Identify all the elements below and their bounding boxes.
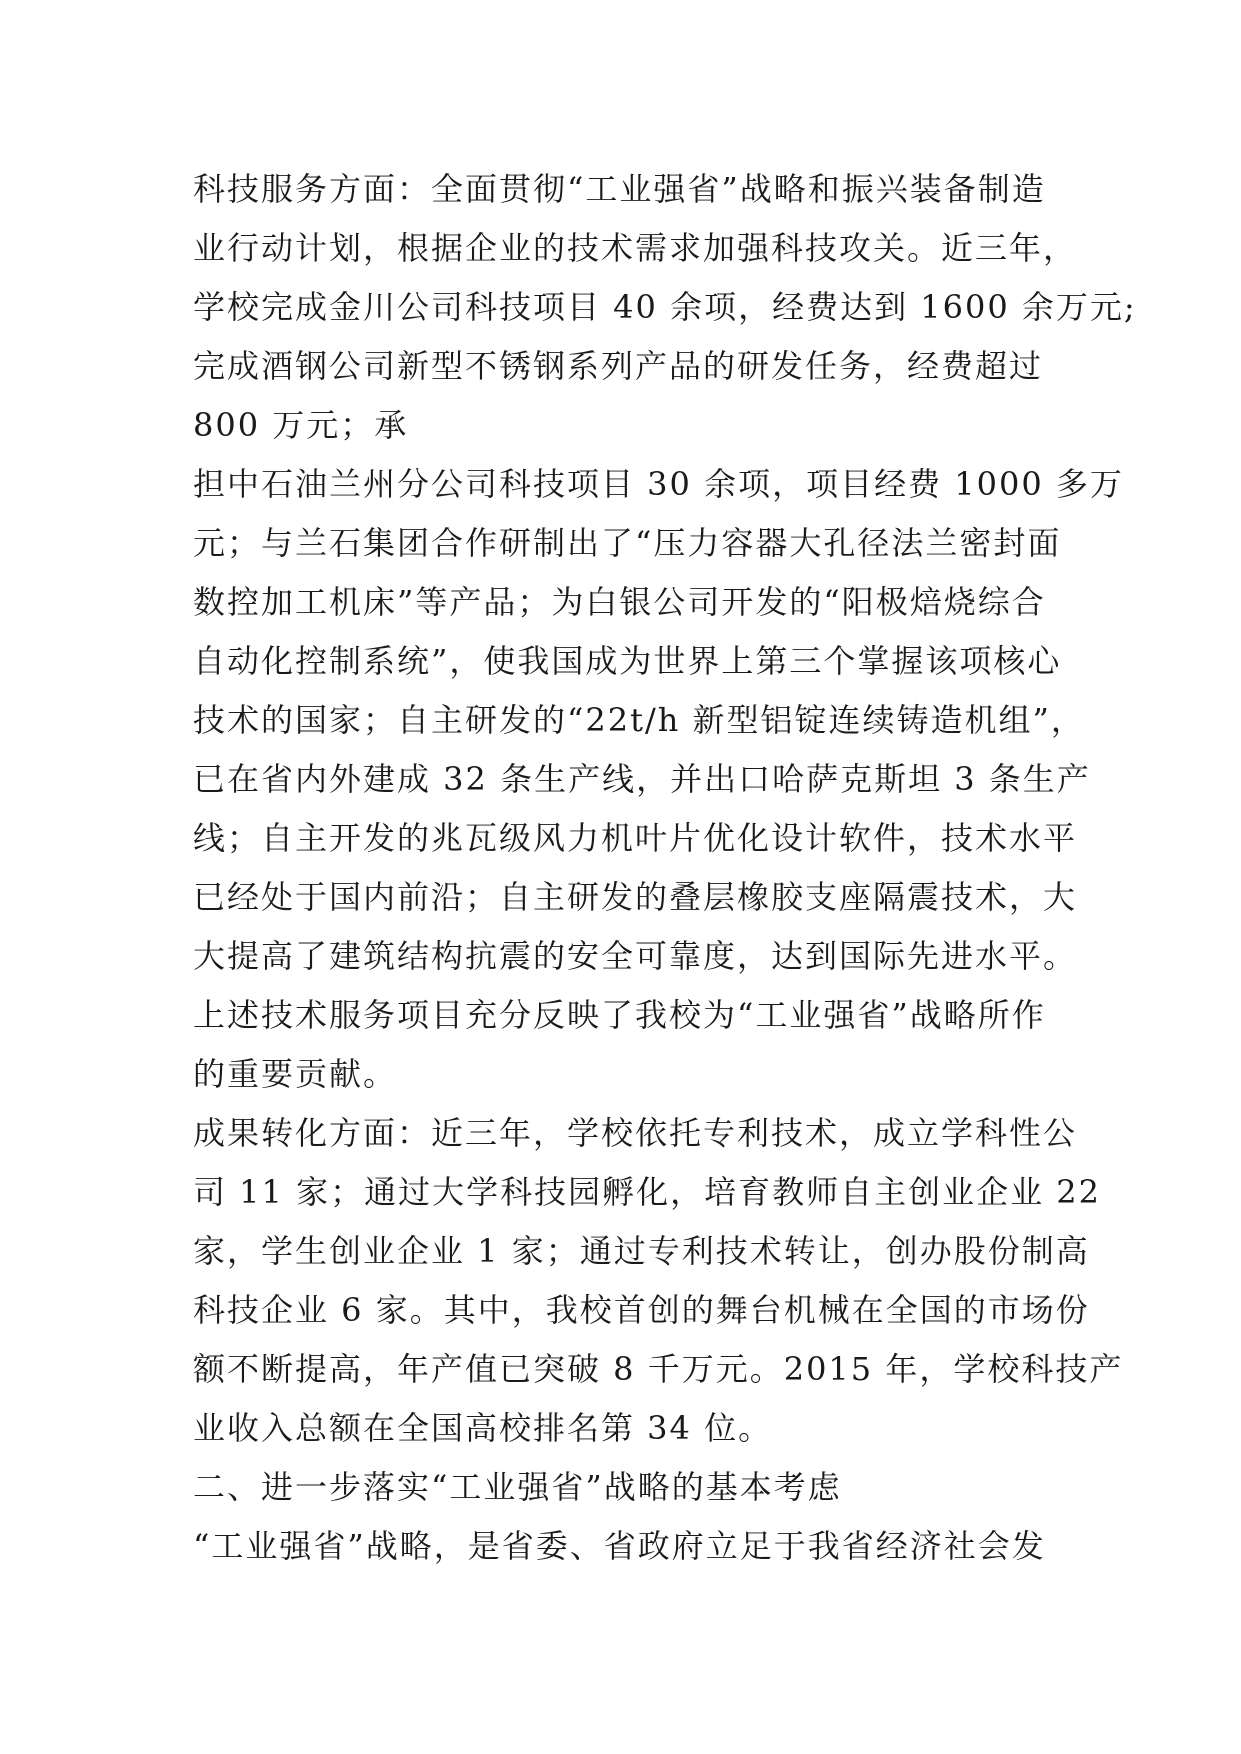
text-line: 科技企业 6 家。其中，我校首创的舞台机械在全国的市场份 [193,1291,1090,1329]
text-line: 800 万元；承 [193,406,409,444]
text-line: 技术的国家；自主研发的“22t/h 新型铝锭连续铸造机组”， [193,701,1085,739]
text-line: 担中石油兰州分公司科技项目 30 余项，项目经费 1000 多万 [193,465,1124,503]
text-line: 司 11 家；通过大学科技园孵化，培育教师自主创业企业 22 [193,1173,1101,1211]
text-line: 业收入总额在全国高校排名第 34 位。 [193,1409,773,1447]
text-line: 自动化控制系统”，使我国成为世界上第三个掌握该项核心 [193,642,1062,680]
text-line: 额不断提高，年产值已突破 8 千万元。2015 年，学校科技产 [193,1350,1124,1388]
text-line: 数控加工机床”等产品；为白银公司开发的“阳极焙烧综合 [193,583,1046,621]
text-line: 线；自主开发的兆瓦级风力机叶片优化设计软件，技术水平 [193,819,1078,857]
text-line: 上述技术服务项目充分反映了我校为“工业强省”战略所作 [193,996,1046,1034]
text-line: 成果转化方面：近三年，学校依托专利技术，成立学科性公 [193,1114,1078,1152]
text-line: 业行动计划，根据企业的技术需求加强科技攻关。近三年， [193,229,1078,267]
text-line: 已在省内外建成 32 条生产线，并出口哈萨克斯坦 3 条生产 [193,760,1091,798]
text-line: 完成酒钢公司新型不锈钢系列产品的研发任务，经费超过 [193,347,1044,385]
section-heading: 二、进一步落实“工业强省”战略的基本考虑 [193,1468,842,1506]
document-body [193,160,1137,1576]
text-line: “工业强省”战略，是省委、省政府立足于我省经济社会发 [193,1527,1046,1565]
text-line: 元；与兰石集团合作研制出了“压力容器大孔径法兰密封面 [193,524,1062,562]
text-line: 家，学生创业企业 1 家；通过专利技术转让，创办股份制高 [193,1232,1090,1270]
text-line: 科技服务方面：全面贯彻“工业强省”战略和振兴装备制造 [193,170,1046,208]
text-line: 已经处于国内前沿；自主研发的叠层橡胶支座隔震技术，大 [193,878,1078,916]
text-line: 的重要贡献。 [193,1055,398,1093]
text-line: 学校完成金川公司科技项目 40 余项，经费达到 1600 余万元; [193,288,1137,326]
text-line: 大提高了建筑结构抗震的安全可靠度，达到国际先进水平。 [193,937,1078,975]
